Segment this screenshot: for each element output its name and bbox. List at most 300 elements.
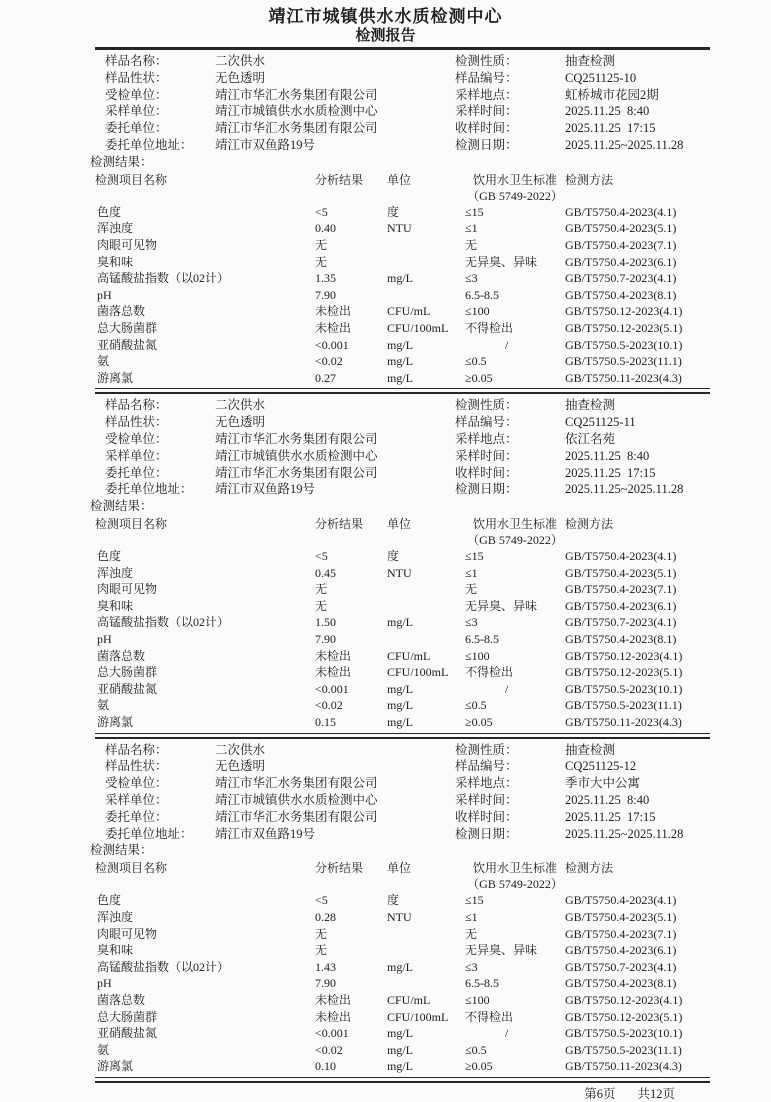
cell-item: 臭和味 [97, 598, 134, 613]
info-value-test-nature: 抽查检测 [565, 742, 616, 757]
info-value-client-address: 靖江市双鱼路19号 [215, 482, 316, 497]
column-header-item: 检测项目名称 [95, 517, 168, 532]
standard-header-line2: （GB 5749-2022） [467, 877, 563, 892]
results-table [95, 514, 710, 731]
cell-result: 0.45 [315, 565, 336, 580]
cell-result: 1.43 [315, 959, 336, 974]
info-label-receive-time: 收样时间： [455, 465, 518, 480]
column-header-method: 检测方法 [565, 517, 614, 532]
cell-standard: 无异臭、异味 [465, 943, 538, 958]
cell-unit: CFU/100mL [387, 665, 449, 680]
info-value-client-unit: 靖江市华汇水务集团有限公司 [215, 121, 378, 136]
table-row [95, 992, 710, 1009]
info-label-client-unit: 委托单位： [105, 121, 168, 136]
info-value-sampling-time: 2025.11.25 8:40 [565, 104, 650, 119]
table-row [95, 942, 710, 959]
cell-item: 菌落总数 [97, 648, 146, 663]
table-row [95, 975, 710, 992]
cell-unit: 度 [387, 549, 400, 564]
cell-unit: CFU/mL [387, 992, 431, 1007]
cell-unit [387, 237, 465, 254]
cell-method: GB/T5750.12-2023(5.1) [565, 320, 683, 335]
table-row [95, 370, 710, 387]
cell-standard: 无异臭、异味 [465, 598, 538, 613]
cell-item: 高锰酸盐指数（以02计） [97, 959, 230, 974]
info-value-sampling-site: 季市大中公寓 [565, 776, 641, 791]
cell-standard: 不得检出 [465, 1009, 514, 1024]
cell-result: 0.10 [315, 1059, 336, 1074]
info-label-test-date: 检测日期： [455, 482, 518, 497]
report-section [90, 53, 710, 394]
cell-method: GB/T5750.4-2023(5.1) [565, 910, 677, 924]
section-separator-rule [95, 392, 710, 394]
cell-item: 游离氯 [97, 370, 134, 385]
table-row [95, 303, 710, 320]
table-row [95, 631, 710, 648]
info-label-client-unit: 委托单位： [105, 465, 168, 480]
info-value-test-date: 2025.11.25~2025.11.28 [565, 826, 684, 841]
cell-unit: mg/L [387, 698, 413, 713]
info-value-client-address: 靖江市双鱼路19号 [215, 826, 316, 841]
sample-info-grid [95, 53, 710, 154]
info-value-sampling-site: 虹桥城市花园2期 [565, 87, 659, 102]
standard-header-line2: （GB 5749-2022） [467, 188, 563, 203]
cell-item: 总大肠菌群 [97, 665, 158, 680]
table-row [95, 581, 710, 598]
sample-info-grid [95, 742, 710, 843]
cell-result: 未检出 [315, 320, 352, 335]
cell-unit: CFU/mL [387, 648, 431, 663]
cell-result: 1.50 [315, 615, 336, 630]
cell-item: 色度 [97, 549, 122, 564]
cell-unit: CFU/mL [387, 304, 431, 319]
info-label-sampling-unit: 采样单位： [105, 793, 168, 808]
cell-result: 无 [315, 598, 328, 613]
cell-unit: mg/L [387, 715, 413, 730]
cell-unit: NTU [387, 221, 412, 236]
table-row [95, 681, 710, 698]
report-section [90, 742, 710, 1083]
info-value-sample-state: 无色透明 [215, 759, 266, 774]
standard-header-line2: （GB 5749-2022） [467, 533, 563, 548]
table-row [95, 714, 710, 731]
table-end-rule [95, 1077, 710, 1078]
page-number: 第6页 [584, 1086, 616, 1101]
info-value-client-unit: 靖江市华汇水务集团有限公司 [215, 809, 378, 824]
cell-result: 7.90 [315, 632, 336, 647]
cell-method: GB/T5750.4-2023(6.1) [565, 254, 677, 269]
cell-result: 0.15 [315, 715, 336, 730]
cell-method: GB/T5750.12-2023(5.1) [565, 1009, 683, 1024]
results-heading: 检测结果： [90, 499, 153, 514]
info-value-sampling-time: 2025.11.25 8:40 [565, 793, 650, 808]
cell-standard: 无 [465, 237, 478, 252]
standard-header-line1: 饮用水卫生标准 [472, 861, 557, 876]
cell-item: 浑浊度 [97, 910, 134, 924]
info-value-sample-name: 二次供水 [215, 54, 266, 68]
cell-item: pH [97, 287, 112, 302]
results-heading: 检测结果： [90, 843, 153, 858]
cell-result: 未检出 [315, 304, 352, 319]
info-value-test-nature: 抽查检测 [565, 54, 616, 68]
cell-standard: 6.5-8.5 [465, 287, 499, 302]
cell-item: 亚硝酸盐氮 [97, 1026, 158, 1041]
table-row [95, 353, 710, 370]
cell-method: GB/T5750.5-2023(11.1) [565, 698, 682, 713]
cell-method: GB/T5750.5-2023(10.1) [565, 1026, 683, 1041]
info-label-sampling-site: 采样地点： [455, 431, 518, 446]
cell-item: 肉眼可见物 [97, 582, 158, 597]
info-label-client-address: 委托单位地址： [105, 826, 193, 841]
info-label-inspected-unit: 受检单位： [105, 776, 168, 791]
table-row [95, 287, 710, 304]
page-total: 共12页 [637, 1086, 675, 1101]
table-row [95, 614, 710, 631]
cell-item: 浑浊度 [97, 565, 134, 580]
cell-unit [387, 926, 465, 943]
cell-unit: 度 [387, 893, 400, 908]
cell-unit [387, 598, 465, 615]
info-value-sample-state: 无色透明 [215, 70, 266, 85]
cell-standard: ≤3 [465, 959, 478, 974]
table-row [95, 648, 710, 665]
info-label-sampling-unit: 采样单位： [105, 104, 168, 119]
info-value-sample-name: 二次供水 [215, 742, 266, 757]
table-row [95, 254, 710, 271]
cell-result: <5 [315, 204, 328, 219]
cell-method: GB/T5750.7-2023(4.1) [565, 271, 677, 286]
column-header-unit: 单位 [387, 517, 412, 532]
cell-item: 色度 [97, 893, 122, 908]
cell-item: 菌落总数 [97, 992, 146, 1007]
info-label-client-address: 委托单位地址： [105, 137, 193, 152]
table-row [95, 1025, 710, 1042]
cell-item: 总大肠菌群 [97, 1009, 158, 1024]
table-end-rule [95, 388, 710, 389]
cell-unit: mg/L [387, 337, 413, 352]
info-label-sample-name: 样品名称： [105, 54, 168, 68]
cell-unit: mg/L [387, 681, 413, 696]
cell-method: GB/T5750.5-2023(11.1) [565, 1042, 682, 1057]
cell-item: 游离氯 [97, 715, 134, 730]
info-label-test-nature: 检测性质： [455, 742, 518, 757]
info-value-sampling-unit: 靖江市城镇供水水质检测中心 [215, 793, 378, 808]
results-table [95, 170, 710, 387]
info-label-sample-no: 样品编号： [455, 415, 518, 430]
table-row [95, 1058, 710, 1075]
cell-standard: 无异臭、异味 [465, 254, 538, 269]
info-label-test-date: 检测日期： [455, 137, 518, 152]
info-value-inspected-unit: 靖江市华汇水务集团有限公司 [215, 87, 378, 102]
table-row [95, 237, 710, 254]
info-label-inspected-unit: 受检单位： [105, 87, 168, 102]
cell-method: GB/T5750.7-2023(4.1) [565, 615, 677, 630]
info-label-inspected-unit: 受检单位： [105, 431, 168, 446]
cell-unit: mg/L [387, 1042, 413, 1057]
cell-item: 氨 [97, 354, 110, 369]
table-row [95, 959, 710, 976]
report-section [90, 397, 710, 738]
column-header-item: 检测项目名称 [95, 861, 168, 876]
table-row [95, 548, 710, 565]
cell-unit: mg/L [387, 1026, 413, 1041]
cell-result: <0.02 [315, 354, 343, 369]
table-row [95, 1009, 710, 1026]
cell-result: 无 [315, 926, 328, 941]
cell-standard: ≤3 [465, 615, 478, 630]
info-label-sample-name: 样品名称： [105, 742, 168, 757]
table-row [95, 270, 710, 287]
cell-unit: CFU/100mL [387, 320, 449, 335]
cell-result: 0.28 [315, 910, 336, 924]
cell-standard: ≤15 [465, 893, 484, 908]
cell-unit [387, 287, 465, 304]
cell-item: 肉眼可见物 [97, 237, 158, 252]
info-value-sampling-time: 2025.11.25 8:40 [565, 448, 650, 463]
column-header-method: 检测方法 [565, 861, 614, 876]
cell-result: 未检出 [315, 665, 352, 680]
cell-method: GB/T5750.12-2023(4.1) [565, 992, 683, 1007]
cell-result: 未检出 [315, 1009, 352, 1024]
cell-method: GB/T5750.4-2023(6.1) [565, 598, 677, 613]
section-separator-rule [95, 1081, 710, 1083]
cell-unit: mg/L [387, 370, 413, 385]
column-header-result: 分析结果 [315, 517, 364, 532]
cell-standard: ≤100 [465, 304, 490, 319]
cell-standard: ≤15 [465, 549, 484, 564]
info-label-test-date: 检测日期： [455, 826, 518, 841]
cell-unit: mg/L [387, 354, 413, 369]
cell-method: GB/T5750.7-2023(4.1) [565, 959, 677, 974]
table-row [95, 664, 710, 681]
cell-result: <0.02 [315, 1042, 343, 1057]
cell-item: pH [97, 976, 112, 991]
cell-standard: ≤1 [465, 221, 478, 236]
cell-unit [387, 942, 465, 959]
cell-unit: mg/L [387, 615, 413, 630]
cell-method: GB/T5750.4-2023(4.1) [565, 549, 677, 564]
info-label-sampling-site: 采样地点： [455, 87, 518, 102]
cell-item: 总大肠菌群 [97, 320, 158, 335]
cell-method: GB/T5750.4-2023(8.1) [565, 632, 677, 647]
cell-standard: ≤0.5 [465, 698, 487, 713]
table-row [95, 220, 710, 237]
column-header-result: 分析结果 [315, 172, 364, 187]
cell-method: GB/T5750.11-2023(4.3) [565, 715, 682, 730]
cell-unit [387, 631, 465, 648]
cell-method: GB/T5750.12-2023(4.1) [565, 304, 683, 319]
info-label-sampling-time: 采样时间： [455, 104, 518, 119]
cell-method: GB/T5750.5-2023(10.1) [565, 681, 683, 696]
info-label-sampling-time: 采样时间： [455, 793, 518, 808]
cell-standard: ≤100 [465, 992, 490, 1007]
info-label-sample-state: 样品性状： [105, 415, 168, 430]
cell-method: GB/T5750.4-2023(4.1) [565, 893, 677, 908]
column-header-standard [465, 514, 565, 548]
info-value-client-unit: 靖江市华汇水务集团有限公司 [215, 465, 378, 480]
cell-standard: 不得检出 [465, 665, 514, 680]
column-header-method: 检测方法 [565, 172, 614, 187]
cell-result: 无 [315, 254, 328, 269]
cell-standard: ≥0.05 [465, 370, 493, 385]
info-value-client-address: 靖江市双鱼路19号 [215, 137, 316, 152]
info-value-sample-name: 二次供水 [215, 398, 266, 413]
cell-result: <0.001 [315, 681, 349, 696]
info-label-sample-state: 样品性状： [105, 759, 168, 774]
cell-standard: ≤0.5 [465, 354, 487, 369]
column-header-item: 检测项目名称 [95, 172, 168, 187]
cell-result: 1.35 [315, 271, 336, 286]
table-row [95, 565, 710, 582]
info-label-sample-no: 样品编号： [455, 759, 518, 774]
cell-item: 氨 [97, 698, 110, 713]
table-row [95, 337, 710, 354]
info-label-client-address: 委托单位地址： [105, 482, 193, 497]
cell-item: 臭和味 [97, 943, 134, 958]
cell-standard: / [505, 337, 509, 352]
cell-result: <5 [315, 893, 328, 908]
cell-result: <0.02 [315, 698, 343, 713]
cell-item: 亚硝酸盐氮 [97, 681, 158, 696]
info-value-sampling-unit: 靖江市城镇供水水质检测中心 [215, 448, 378, 463]
cell-method: GB/T5750.4-2023(5.1) [565, 221, 677, 236]
cell-standard: 6.5-8.5 [465, 632, 499, 647]
cell-method: GB/T5750.4-2023(7.1) [565, 237, 677, 252]
cell-method: GB/T5750.4-2023(8.1) [565, 287, 677, 302]
cell-standard: ≤1 [465, 565, 478, 580]
info-label-sample-name: 样品名称： [105, 398, 168, 413]
cell-item: 氨 [97, 1042, 110, 1057]
table-row [95, 204, 710, 221]
cell-method: GB/T5750.4-2023(5.1) [565, 565, 677, 580]
cell-method: GB/T5750.11-2023(4.3) [565, 1059, 682, 1074]
table-row [95, 926, 710, 943]
cell-method: GB/T5750.4-2023(8.1) [565, 976, 677, 991]
info-value-sample-state: 无色透明 [215, 415, 266, 430]
cell-standard: ≤1 [465, 910, 478, 924]
results-heading: 检测结果： [90, 154, 153, 169]
cell-result: 无 [315, 237, 328, 252]
table-row [95, 320, 710, 337]
column-header-result: 分析结果 [315, 861, 364, 876]
cell-method: GB/T5750.5-2023(11.1) [565, 354, 682, 369]
cell-unit [387, 581, 465, 598]
cell-method: GB/T5750.4-2023(6.1) [565, 943, 677, 958]
cell-item: 亚硝酸盐氮 [97, 337, 158, 352]
cell-result: 7.90 [315, 287, 336, 302]
cell-unit [387, 975, 465, 992]
cell-item: 高锰酸盐指数（以02计） [97, 271, 230, 286]
info-label-sampling-site: 采样地点： [455, 776, 518, 791]
cell-result: 无 [315, 943, 328, 958]
cell-result: 7.90 [315, 976, 336, 991]
cell-unit: mg/L [387, 1059, 413, 1074]
cell-result: <0.001 [315, 337, 349, 352]
info-label-receive-time: 收样时间： [455, 809, 518, 824]
cell-standard: ≤100 [465, 648, 490, 663]
standard-header-line1: 饮用水卫生标准 [472, 172, 557, 187]
info-value-inspected-unit: 靖江市华汇水务集团有限公司 [215, 431, 378, 446]
section-separator-rule [95, 737, 710, 739]
cell-item: 肉眼可见物 [97, 926, 158, 941]
cell-standard: 无 [465, 926, 478, 941]
cell-item: 臭和味 [97, 254, 134, 269]
cell-standard: 无 [465, 582, 478, 597]
column-header-standard [465, 170, 565, 204]
table-row [95, 598, 710, 615]
report-sections [90, 53, 710, 1083]
cell-item: 色度 [97, 204, 122, 219]
cell-method: GB/T5750.4-2023(4.1) [565, 204, 677, 219]
column-header-standard [465, 858, 565, 892]
table-row [95, 909, 710, 926]
table-row [95, 892, 710, 909]
column-header-unit: 单位 [387, 861, 412, 876]
info-label-client-unit: 委托单位： [105, 809, 168, 824]
cell-item: 菌落总数 [97, 304, 146, 319]
info-label-sampling-unit: 采样单位： [105, 448, 168, 463]
cell-unit: CFU/100mL [387, 1009, 449, 1024]
cell-result: <5 [315, 549, 328, 564]
info-value-sample-no: CQ251125-10 [565, 70, 637, 85]
info-label-sample-no: 样品编号： [455, 70, 518, 85]
cell-result: 未检出 [315, 648, 352, 663]
cell-standard: ≥0.05 [465, 715, 493, 730]
info-value-test-date: 2025.11.25~2025.11.28 [565, 482, 684, 497]
cell-unit: mg/L [387, 959, 413, 974]
cell-method: GB/T5750.5-2023(10.1) [565, 337, 683, 352]
title-rule [95, 47, 710, 50]
info-value-receive-time: 2025.11.25 17:15 [565, 465, 656, 480]
results-table [95, 858, 710, 1075]
cell-unit [387, 254, 465, 271]
table-end-rule [95, 733, 710, 734]
info-value-inspected-unit: 靖江市华汇水务集团有限公司 [215, 776, 378, 791]
info-value-sampling-unit: 靖江市城镇供水水质检测中心 [215, 104, 378, 119]
info-value-receive-time: 2025.11.25 17:15 [565, 809, 656, 824]
cell-method: GB/T5750.12-2023(4.1) [565, 648, 683, 663]
cell-method: GB/T5750.4-2023(7.1) [565, 582, 677, 597]
cell-result: 0.27 [315, 370, 336, 385]
info-value-test-date: 2025.11.25~2025.11.28 [565, 137, 684, 152]
cell-unit: NTU [387, 910, 412, 924]
info-value-sample-no: CQ251125-11 [565, 415, 636, 430]
cell-unit: mg/L [387, 271, 413, 286]
cell-standard: / [505, 681, 509, 696]
info-value-sampling-site: 依江名苑 [565, 431, 616, 446]
page-title: 靖江市城镇供水水质检测中心 [268, 7, 503, 26]
info-label-sample-state: 样品性状： [105, 70, 168, 85]
standard-header-line1: 饮用水卫生标准 [472, 517, 557, 532]
cell-standard: ≤15 [465, 204, 484, 219]
info-label-receive-time: 收样时间： [455, 121, 518, 136]
cell-method: GB/T5750.12-2023(5.1) [565, 665, 683, 680]
cell-method: GB/T5750.11-2023(4.3) [565, 370, 682, 385]
cell-standard: ≤0.5 [465, 1042, 487, 1057]
sample-info-grid [95, 397, 710, 498]
info-label-test-nature: 检测性质： [455, 398, 518, 413]
page-subtitle: 检测报告 [355, 28, 416, 44]
cell-standard: 6.5-8.5 [465, 976, 499, 991]
cell-result: <0.001 [315, 1026, 349, 1041]
cell-item: 浑浊度 [97, 221, 134, 236]
cell-unit: NTU [387, 565, 412, 580]
info-label-test-nature: 检测性质： [455, 54, 518, 68]
cell-item: 游离氯 [97, 1059, 134, 1074]
column-header-unit: 单位 [387, 172, 412, 187]
info-value-sample-no: CQ251125-12 [565, 759, 637, 774]
cell-unit: 度 [387, 204, 400, 219]
